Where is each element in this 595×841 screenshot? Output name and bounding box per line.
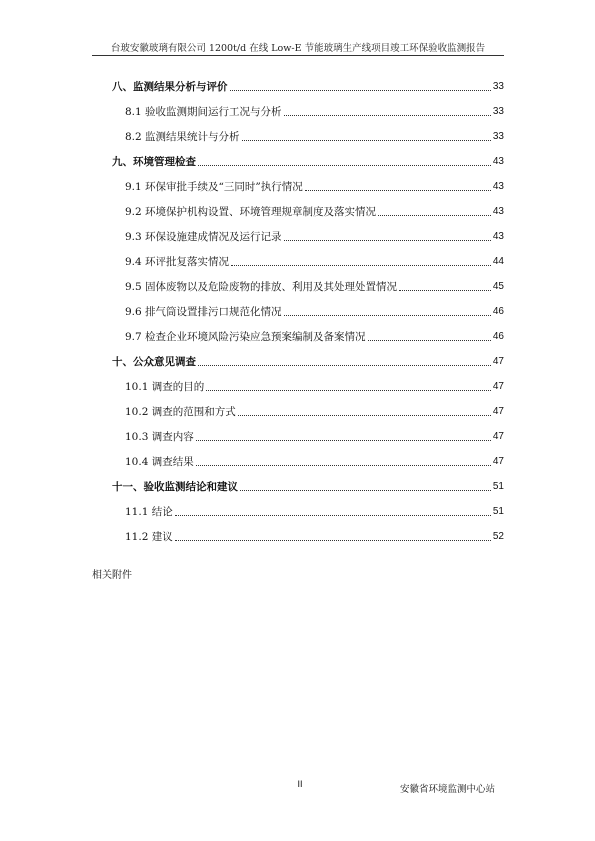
toc-entry[interactable]	[112, 378, 504, 394]
toc-entry-page: 44	[492, 256, 504, 267]
toc-leader	[196, 465, 491, 466]
toc-entry-title: 10.4 调查结果	[125, 456, 194, 468]
toc-entry[interactable]	[112, 103, 504, 119]
toc-leader	[305, 190, 491, 191]
toc-entry[interactable]	[112, 128, 504, 144]
toc-leader	[206, 390, 491, 391]
toc-entry[interactable]	[112, 203, 504, 219]
toc-entry-title: 9.6 排气筒设置排污口规范化情况	[125, 306, 282, 318]
toc-leader	[231, 265, 491, 266]
toc-entry-page: 33	[492, 131, 504, 142]
toc-leader	[230, 90, 491, 91]
toc-entry-title: 9.7 检查企业环境风险污染应急预案编制及备案情况	[125, 331, 366, 343]
toc-leader	[284, 115, 491, 116]
toc-entry[interactable]	[112, 178, 504, 194]
toc-entry-page: 51	[492, 506, 504, 517]
toc-leader	[198, 165, 491, 166]
toc-entry-title: 九、环境管理检查	[112, 156, 196, 168]
toc-entry-page: 43	[492, 181, 504, 192]
footer-page-number: II	[297, 779, 303, 789]
toc-entry[interactable]	[112, 228, 504, 244]
toc-entry-title: 10.1 调查的目的	[125, 381, 205, 393]
toc-leader	[238, 415, 491, 416]
toc-entry[interactable]	[112, 253, 504, 269]
annex-heading: 相关附件	[92, 570, 132, 581]
toc-entry-title: 9.5 固体废物以及危险废物的排放、利用及其处理处置情况	[125, 281, 398, 293]
toc-entry[interactable]	[112, 353, 504, 369]
toc-entry[interactable]	[112, 153, 504, 169]
toc-entry-page: 45	[492, 281, 504, 292]
toc-entry[interactable]	[112, 328, 504, 344]
toc-entry[interactable]	[112, 278, 504, 294]
footer-organization: 安徽省环境监测中心站	[400, 784, 496, 795]
toc-entry-title: 8.1 验收监测期间运行工况与分析	[125, 106, 282, 118]
toc-entry-title: 9.3 环保设施建成情况及运行记录	[125, 231, 282, 243]
toc-entry-title: 11.2 建议	[125, 531, 173, 543]
toc-entry-page: 52	[492, 531, 504, 542]
toc-entry-title: 八、监测结果分析与评价	[112, 81, 228, 93]
toc-leader	[284, 315, 491, 316]
toc-entry-title: 11.1 结论	[125, 506, 173, 518]
toc-leader	[368, 340, 491, 341]
toc-entry[interactable]	[112, 78, 504, 94]
toc-entry[interactable]	[112, 428, 504, 444]
toc-entry-page: 43	[492, 231, 504, 242]
toc-entry-page: 47	[492, 456, 504, 467]
toc-entry[interactable]	[112, 478, 504, 494]
toc-leader	[198, 365, 491, 366]
toc-entry-page: 47	[492, 431, 504, 442]
toc-entry-page: 43	[492, 206, 504, 217]
toc-entry-page: 33	[492, 106, 504, 117]
toc-leader	[399, 290, 491, 291]
toc-entry-title: 9.4 环评批复落实情况	[125, 256, 230, 268]
toc-leader	[240, 490, 491, 491]
toc-leader	[242, 140, 491, 141]
toc-entry-title: 9.1 环保审批手续及“三同时”执行情况	[125, 181, 303, 193]
toc-entry-title: 10.2 调查的范围和方式	[125, 406, 236, 418]
page-header-title: 台玻安徽玻璃有限公司 1200t/d 在线 Low-E 节能玻璃生产线项目竣工环保验收监测报告	[110, 43, 486, 54]
header-rule	[92, 55, 504, 56]
toc-entry-title: 9.2 环境保护机构设置、环境管理规章制度及落实情况	[125, 206, 377, 218]
toc-entry[interactable]	[112, 453, 504, 469]
toc-entry-title: 10.3 调查内容	[125, 431, 194, 443]
toc-entry[interactable]	[112, 403, 504, 419]
toc-entry-page: 51	[492, 481, 504, 492]
toc-leader	[378, 215, 491, 216]
toc-leader	[284, 240, 491, 241]
toc-entry-page: 47	[492, 381, 504, 392]
toc-entry-page: 47	[492, 406, 504, 417]
toc-entry-page: 46	[492, 306, 504, 317]
toc-entry[interactable]	[112, 303, 504, 319]
toc-leader	[175, 540, 491, 541]
toc-entry-page: 47	[492, 356, 504, 367]
toc-leader	[175, 515, 491, 516]
toc-entry[interactable]	[112, 528, 504, 544]
toc-entry-title: 8.2 监测结果统计与分析	[125, 131, 240, 143]
toc-entry[interactable]	[112, 503, 504, 519]
toc-entry-page: 33	[492, 81, 504, 92]
toc-leader	[196, 440, 491, 441]
toc-entry-title: 十一、验收监测结论和建议	[112, 481, 238, 493]
toc-entry-page: 43	[492, 156, 504, 167]
toc-entry-page: 46	[492, 331, 504, 342]
toc-entry-title: 十、公众意见调查	[112, 356, 196, 368]
